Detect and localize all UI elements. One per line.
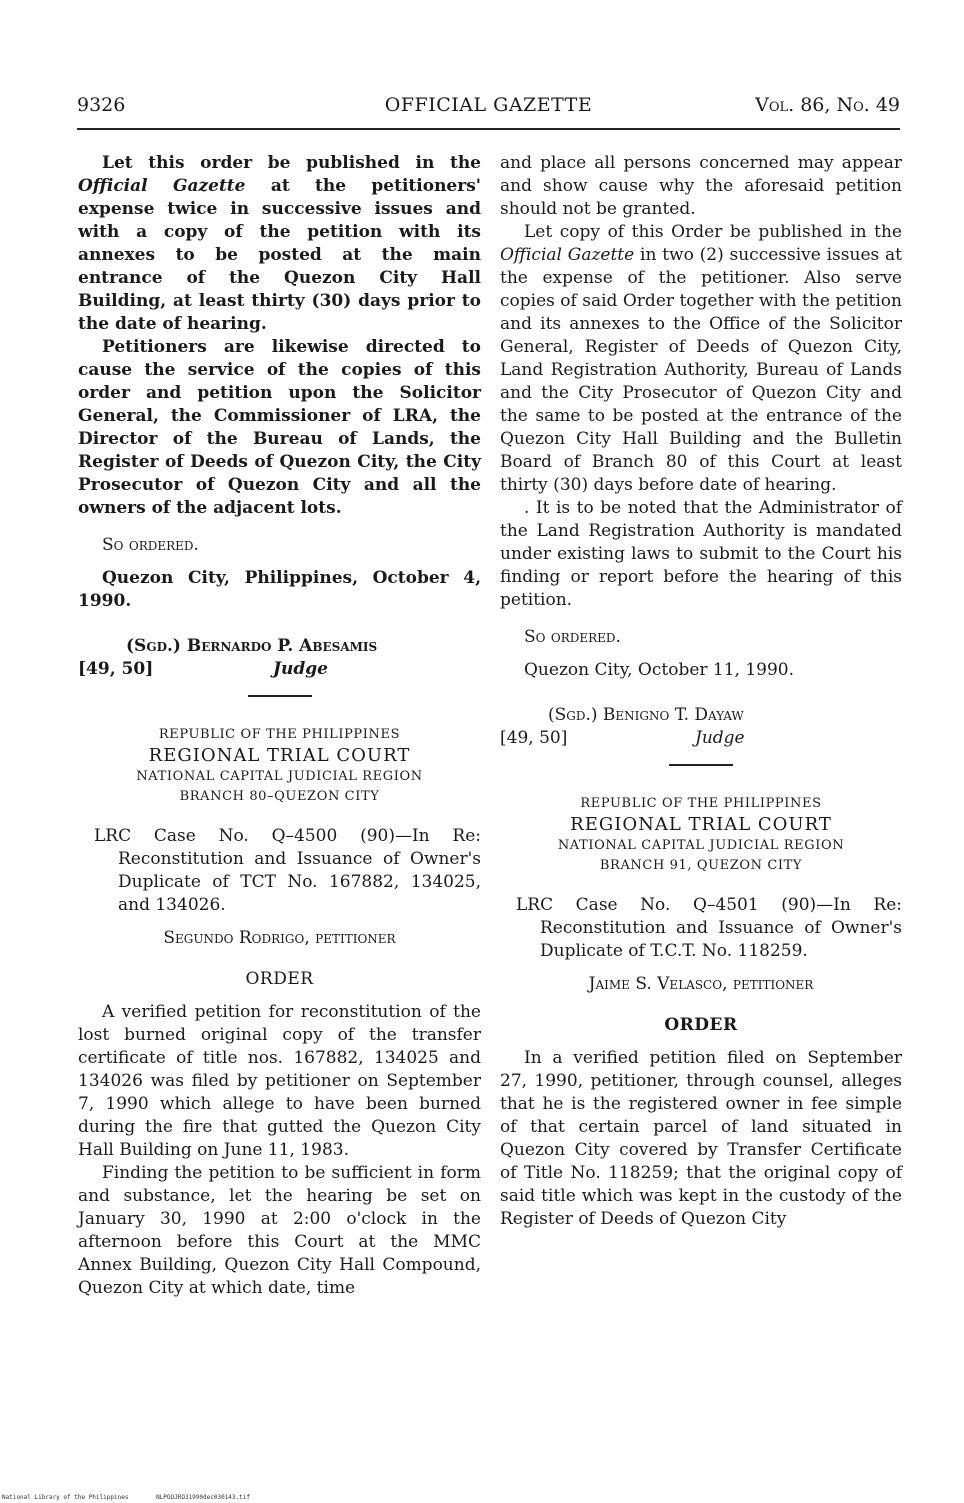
court-branch: BRANCH 80–QUEZON CITY xyxy=(179,789,380,804)
signature-block xyxy=(500,704,902,750)
court-region: NATIONAL CAPITAL JUDICIAL REGION xyxy=(136,769,423,784)
court-branch: BRANCH 91, QUEZON CITY xyxy=(599,858,803,873)
header-rule xyxy=(77,128,900,130)
signature-block xyxy=(78,635,481,681)
court-republic: REPUBLIC OF THE PHILIPPINES xyxy=(580,796,822,811)
court-republic: REPUBLIC OF THE PHILIPPINES xyxy=(158,727,401,742)
signatory-title: Judge xyxy=(273,659,328,679)
right-column xyxy=(500,152,902,1231)
left-column xyxy=(78,152,481,1300)
text-run: at the petitioners' expense twice in successive issues and with a copy of the petition with its annexes to be posted at the main entrance of the Quezon City Hall Building, at least thirty (30) days prior to the date of hearing. xyxy=(78,176,481,334)
gazette-italic: Official Gazette xyxy=(500,245,635,265)
signatory-name: (Sgd.) Bernardo P. Abesamis xyxy=(126,636,378,656)
text-run: Let this order be published in the xyxy=(102,153,481,173)
scan-filename: NLPOOJRO31990dec030143.tif xyxy=(156,1494,250,1501)
scan-footer xyxy=(2,1494,250,1502)
text-run: in two (2) successive issues at the expense of the petitioner. Also serve copies of said Order together with the petition and its annexes to the Office of the Solicitor General, Register of Deeds of Quezon City, Land Registration Authority, Bureau of Lands and the City Prosecutor of Quezon City and the same to be posted at the entrance of the Quezon City Hall Building and the Bulletin Board of Branch 80 of this Court at least thirty (30) days before date of hearing. xyxy=(500,245,903,495)
issue-reference: [49, 50] xyxy=(78,659,154,679)
court-name: REGIONAL TRIAL COURT xyxy=(148,745,411,766)
petitioner-line: Jaime S. Velasco, petitioner xyxy=(588,974,814,994)
gazette-italic: Official Gazette xyxy=(78,176,246,196)
date-line: Quezon City, October 11, 1990. xyxy=(524,660,795,680)
publication-order-paragraph xyxy=(500,221,902,497)
signatory-title: Judge xyxy=(695,728,745,748)
petitioner-line: Segundo Rodrigo, petitioner xyxy=(163,928,396,948)
petition-paragraph: A verified petition for reconstitution of the lost burned original copy of the transfer certificate of title nos. 167882, 134025 and 134026 was filed by petitioner on September 7, 1990 which allege to have been burned during the fire that gutted the Quezon City Hall Building on June 11, 1983. xyxy=(78,1002,481,1160)
page-header xyxy=(77,94,900,122)
page-number: 9326 xyxy=(77,94,126,116)
service-paragraph: Petitioners are likewise directed to cause the service of the copies of this order and petition upon the Solicitor General, the Commissioner of LRA, the Director of the Bureau of Lands, the Register of Deeds of Quezon City, the City Prosecutor of Quezon City and all the owners of the adjacent lots. xyxy=(78,337,481,518)
court-name: REGIONAL TRIAL COURT xyxy=(570,814,832,835)
date-line: Quezon City, Philippines, October 4, 1990. xyxy=(78,568,481,611)
order-heading: ORDER xyxy=(664,1015,738,1035)
court-region: NATIONAL CAPITAL JUDICIAL REGION xyxy=(557,838,845,853)
hearing-paragraph: Finding the petition to be sufficient in form and substance, let the hearing be set on January 30, 1990 at 2:00 o'clock in the afternoon before this Court at the MMC Annex Building, Quezon City Hall Compound, Quezon City at which date, time xyxy=(78,1163,481,1298)
case-title: LRC Case No. Q–4501 (90)—In Re: Reconstitution and Issuance of Owner's Duplicate of T.C.T. No. 118259. xyxy=(516,895,902,961)
so-ordered: So ordered. xyxy=(524,627,621,647)
text-run: Let copy of this Order be published in the xyxy=(524,222,902,242)
lra-paragraph: . It is to be noted that the Administrator of the Land Registration Authority is mandated under existing laws to submit to the Court his finding or report before the hearing of this petition. xyxy=(500,498,902,610)
so-ordered: So ordered. xyxy=(102,535,199,555)
signatory-name: (Sgd.) Benigno T. Dayaw xyxy=(548,705,744,725)
library-credit: National Library of the Philippines xyxy=(2,1494,129,1501)
case-title: LRC Case No. Q–4500 (90)—In Re: Reconstitution and Issuance of Owner's Duplicate of TCT No. 167882, 134025, and 134026. xyxy=(94,826,481,915)
order-heading: ORDER xyxy=(245,969,314,989)
volume-number: Vol. 86, No. 49 xyxy=(755,94,900,116)
issue-reference: [49, 50] xyxy=(500,728,568,748)
continuation-paragraph: and place all persons concerned may appear and show cause why the aforesaid petition should not be granted. xyxy=(500,153,902,219)
petition-paragraph: In a verified petition filed on September 27, 1990, petitioner, through counsel, alleges that he is the registered owner in fee simple of that certain parcel of land situated in Quezon City covered by Transfer Certificate of Title No. 118259; that the original copy of said title which was kept in the custody of the Register of Deeds of Quezon City xyxy=(500,1048,902,1229)
publication-title: OFFICIAL GAZETTE xyxy=(384,94,593,116)
publication-order-paragraph xyxy=(78,152,481,336)
